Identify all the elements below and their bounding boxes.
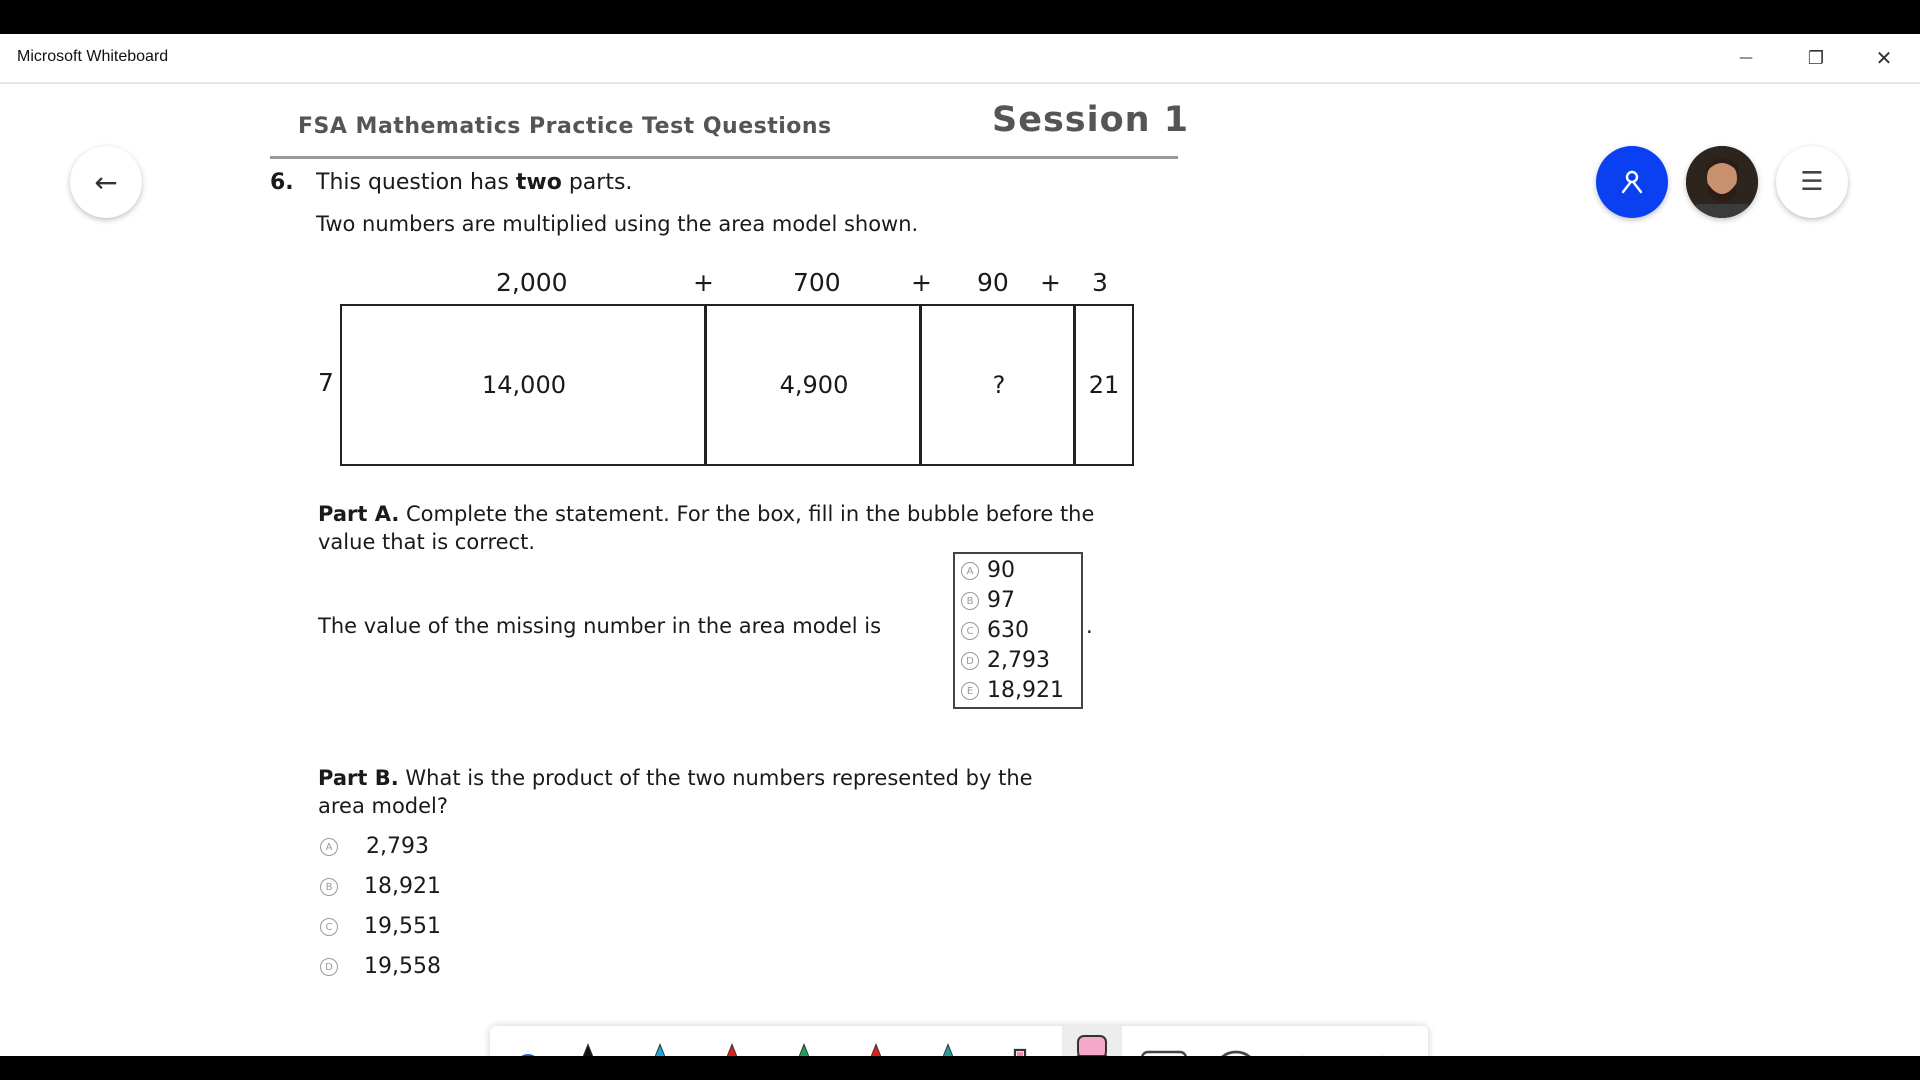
- area-cell: 4,900: [779, 371, 849, 399]
- part-a-option[interactable]: [961, 648, 1050, 673]
- bubble-e-icon: E: [961, 682, 979, 700]
- bubble-d-icon: D: [320, 958, 338, 976]
- back-button[interactable]: [70, 146, 142, 218]
- part-b-option[interactable]: [320, 874, 441, 899]
- pen-tool-black[interactable]: [558, 1026, 618, 1056]
- bubble-a-icon: A: [961, 562, 979, 580]
- bubble-b-icon: B: [320, 878, 338, 896]
- title-bar: [0, 34, 1920, 84]
- app-window: [0, 34, 1920, 1056]
- minimize-icon: —: [1739, 50, 1753, 66]
- area-label-hundreds: 700: [793, 268, 841, 297]
- ruler-tool[interactable]: [1134, 1026, 1194, 1056]
- person-icon: [1617, 167, 1647, 197]
- close-button[interactable]: [1854, 34, 1914, 82]
- rainbow-pen-icon: [856, 1042, 896, 1056]
- bubble-d-icon: D: [961, 652, 979, 670]
- header-rule: [270, 156, 1178, 159]
- eraser-icon: [1072, 1034, 1112, 1056]
- screen-bottom-bar: [0, 1056, 1920, 1080]
- document-header-title: FSA Mathematics Practice Test Questions: [298, 114, 832, 139]
- part-a-choice-box: [953, 552, 1083, 709]
- area-label-ones: 3: [1092, 268, 1108, 297]
- statement-period: .: [1086, 614, 1093, 638]
- part-a-option[interactable]: [961, 588, 1015, 613]
- option-value: 630: [987, 618, 1029, 643]
- eraser-tool[interactable]: [1062, 1026, 1122, 1056]
- part-a-text: Complete the statement. For the box, fill in the bubble before the: [399, 502, 1095, 526]
- blue-pen-icon: [640, 1042, 680, 1056]
- area-model-grid: [340, 304, 1134, 466]
- area-plus: +: [693, 268, 714, 297]
- part-a-option[interactable]: [961, 558, 1015, 583]
- green-pen-icon: [784, 1042, 824, 1056]
- ruler-icon: [1138, 1044, 1190, 1056]
- pen-tool-rainbow[interactable]: [846, 1026, 906, 1056]
- area-side-label: 7: [318, 368, 334, 397]
- close-icon: ✕: [1875, 46, 1893, 70]
- highlighter-tool[interactable]: [990, 1026, 1050, 1056]
- bubble-c-icon: C: [961, 622, 979, 640]
- pen-tool-red[interactable]: [702, 1026, 762, 1056]
- restore-icon: ❐: [1807, 47, 1825, 69]
- part-b-label: Part B.: [318, 766, 399, 790]
- settings-menu-button[interactable]: [1776, 146, 1848, 218]
- question-prompt-start: This question has: [316, 170, 516, 195]
- bubble-a-icon: A: [320, 838, 338, 856]
- question-prompt-end: parts.: [561, 170, 633, 195]
- part-a-label: Part A.: [318, 502, 400, 526]
- area-cell: 21: [1088, 371, 1120, 399]
- part-b-prompt-line2: area model?: [318, 794, 449, 818]
- lasso-select-tool[interactable]: [1206, 1026, 1266, 1056]
- red-pen-icon: [712, 1042, 752, 1056]
- app-title: Microsoft Whiteboard: [17, 48, 169, 65]
- option-value: 90: [987, 558, 1015, 583]
- part-a-option[interactable]: [961, 618, 1029, 643]
- part-a-prompt-line2: value that is correct.: [318, 530, 536, 554]
- highlighter-icon: [995, 1042, 1045, 1056]
- pen-tool-galaxy[interactable]: [918, 1026, 978, 1056]
- bubble-c-icon: C: [320, 918, 338, 936]
- option-value: 2,793: [366, 834, 429, 859]
- part-b-text: What is the product of the two numbers represented by the: [398, 766, 1033, 790]
- question-prompt: [316, 170, 632, 195]
- session-label: Session 1: [992, 100, 1190, 140]
- part-a-statement: The value of the missing number in the area model is: [318, 614, 882, 638]
- area-label-tens: 90: [977, 268, 1009, 297]
- question-number: 6.: [270, 170, 294, 195]
- whiteboard-canvas[interactable]: [0, 84, 1920, 1056]
- pen-tool-blue[interactable]: [630, 1026, 690, 1056]
- area-cell-missing: ?: [992, 371, 1006, 399]
- part-a-prompt: [318, 502, 1094, 526]
- area-plus: +: [1040, 268, 1061, 297]
- minimize-button[interactable]: [1716, 34, 1776, 82]
- avatar[interactable]: [1686, 146, 1758, 218]
- back-arrow-icon: ←: [94, 165, 118, 199]
- bubble-b-icon: B: [961, 592, 979, 610]
- option-value: 2,793: [987, 648, 1050, 673]
- option-value: 97: [987, 588, 1015, 613]
- undo-button[interactable]: [1278, 1026, 1338, 1056]
- select-tool[interactable]: [498, 1026, 558, 1056]
- question-intro: Two numbers are multiplied using the area model shown.: [316, 212, 919, 236]
- lasso-icon: [1210, 1044, 1262, 1056]
- inserted-document: [0, 84, 1920, 1056]
- pen-tool-green[interactable]: [774, 1026, 834, 1056]
- hamburger-menu-icon: ☰: [1800, 167, 1824, 197]
- question-prompt-emphasis: two: [515, 170, 562, 195]
- part-b-option[interactable]: [320, 834, 429, 859]
- part-b-option[interactable]: [320, 914, 441, 939]
- area-label-thousands: 2,000: [496, 268, 568, 297]
- inking-toolbar: [490, 1026, 1428, 1056]
- part-b-prompt: [318, 766, 1033, 790]
- invite-user-button[interactable]: [1596, 146, 1668, 218]
- option-value: 19,551: [364, 914, 441, 939]
- area-plus: +: [911, 268, 932, 297]
- option-value: 18,921: [987, 678, 1064, 703]
- part-b-option[interactable]: [320, 954, 441, 979]
- option-value: 18,921: [364, 874, 441, 899]
- part-a-option[interactable]: [961, 678, 1064, 703]
- restore-button[interactable]: [1786, 34, 1846, 82]
- area-cell: 14,000: [482, 371, 566, 399]
- redo-button[interactable]: [1348, 1026, 1408, 1056]
- black-pen-icon: [568, 1042, 608, 1056]
- option-value: 19,558: [364, 954, 441, 979]
- avatar-photo-icon: [1686, 146, 1758, 218]
- galaxy-pen-icon: [928, 1042, 968, 1056]
